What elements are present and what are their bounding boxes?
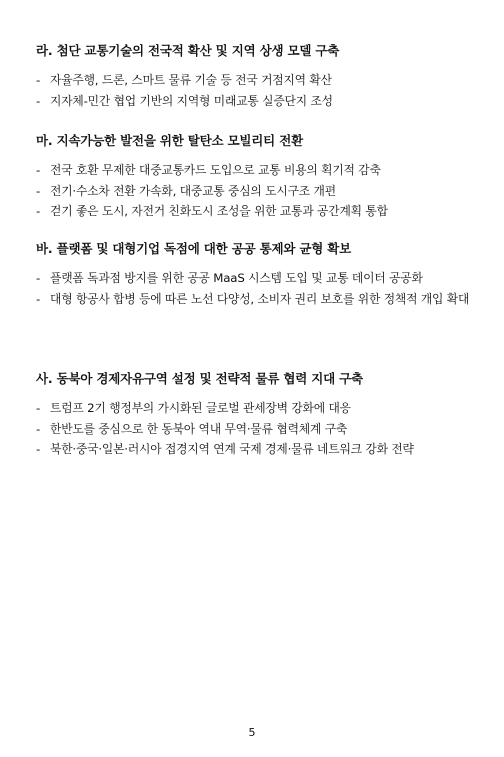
- bullet-dash: -: [36, 291, 41, 306]
- list-item-text: 한반도를 중심으로 한 동북아 역내 무역·물류 협력체계 구축: [50, 421, 348, 436]
- list-item-text: 전국 호환 무제한 대중교통카드 도입으로 교통 비용의 획기적 감축: [50, 163, 381, 177]
- page-number: 5: [248, 726, 256, 739]
- list-item: [36, 419, 472, 440]
- bullet-dash: -: [36, 421, 41, 436]
- list-item: [36, 91, 472, 112]
- list-item-text: 자율주행, 드론, 스마트 물류 기술 등 전국 거점지역 확산: [50, 73, 332, 87]
- bullet-dash: -: [36, 442, 41, 456]
- list-item-text: 북한·중국·일본·러시아 접경지역 연계 국제 경제·물류 네트워크 강화 전략: [50, 442, 414, 456]
- list-item: [36, 268, 472, 289]
- list-item: [36, 398, 472, 419]
- bullet-dash: -: [36, 183, 41, 198]
- section-heading: 사. 동북아 경제자유구역 설정 및 전략적 물류 협력 지대 구축: [36, 371, 363, 386]
- bullet-dash: -: [36, 93, 41, 108]
- section-heading: 라. 첨단 교통기술의 전국적 확산 및 지역 상생 모델 구축: [36, 43, 340, 58]
- section-ma: [36, 132, 472, 222]
- section-ra: [36, 42, 472, 111]
- list-item-text: 대형 항공사 합병 등에 따른 노선 다양성, 소비자 권리 보호를 위한 정책적 개입 확대: [50, 291, 470, 306]
- bullet-dash: -: [36, 401, 41, 415]
- list-item-text: 걷기 좋은 도시, 자전거 친화도시 조성을 위한 교통과 공간계획 통합: [50, 204, 388, 218]
- list-item-text: 트럼프 2기 행정부의 가시화된 글로벌 관세장벽 강화에 대응: [50, 401, 351, 415]
- bullet-dash: -: [36, 271, 41, 285]
- bullet-dash: -: [36, 204, 41, 218]
- section-heading: 바. 플랫폼 및 대형기업 독점에 대한 공공 통제와 균형 확보: [36, 241, 352, 256]
- list-item: [36, 439, 472, 460]
- list-item: [36, 181, 472, 202]
- section-heading: 마. 지속가능한 발전을 위한 탈탄소 모빌리티 전환: [36, 133, 303, 148]
- list-item: [36, 201, 472, 222]
- section-ba: [36, 240, 472, 309]
- list-item-text: 지자체-민간 협업 기반의 지역형 미래교통 실증단지 조성: [50, 93, 333, 108]
- bullet-dash: -: [36, 163, 41, 177]
- list-item: [36, 289, 472, 310]
- list-item-text: 플랫폼 독과점 방지를 위한 공공 MaaS 시스템 도입 및 교통 데이터 공공화: [50, 271, 423, 285]
- bullet-dash: -: [36, 73, 41, 87]
- section-sa: [36, 370, 472, 460]
- list-item: [36, 70, 472, 91]
- list-item: [36, 160, 472, 181]
- list-item-text: 전기·수소차 전환 가속화, 대중교통 중심의 도시구조 개편: [50, 183, 336, 198]
